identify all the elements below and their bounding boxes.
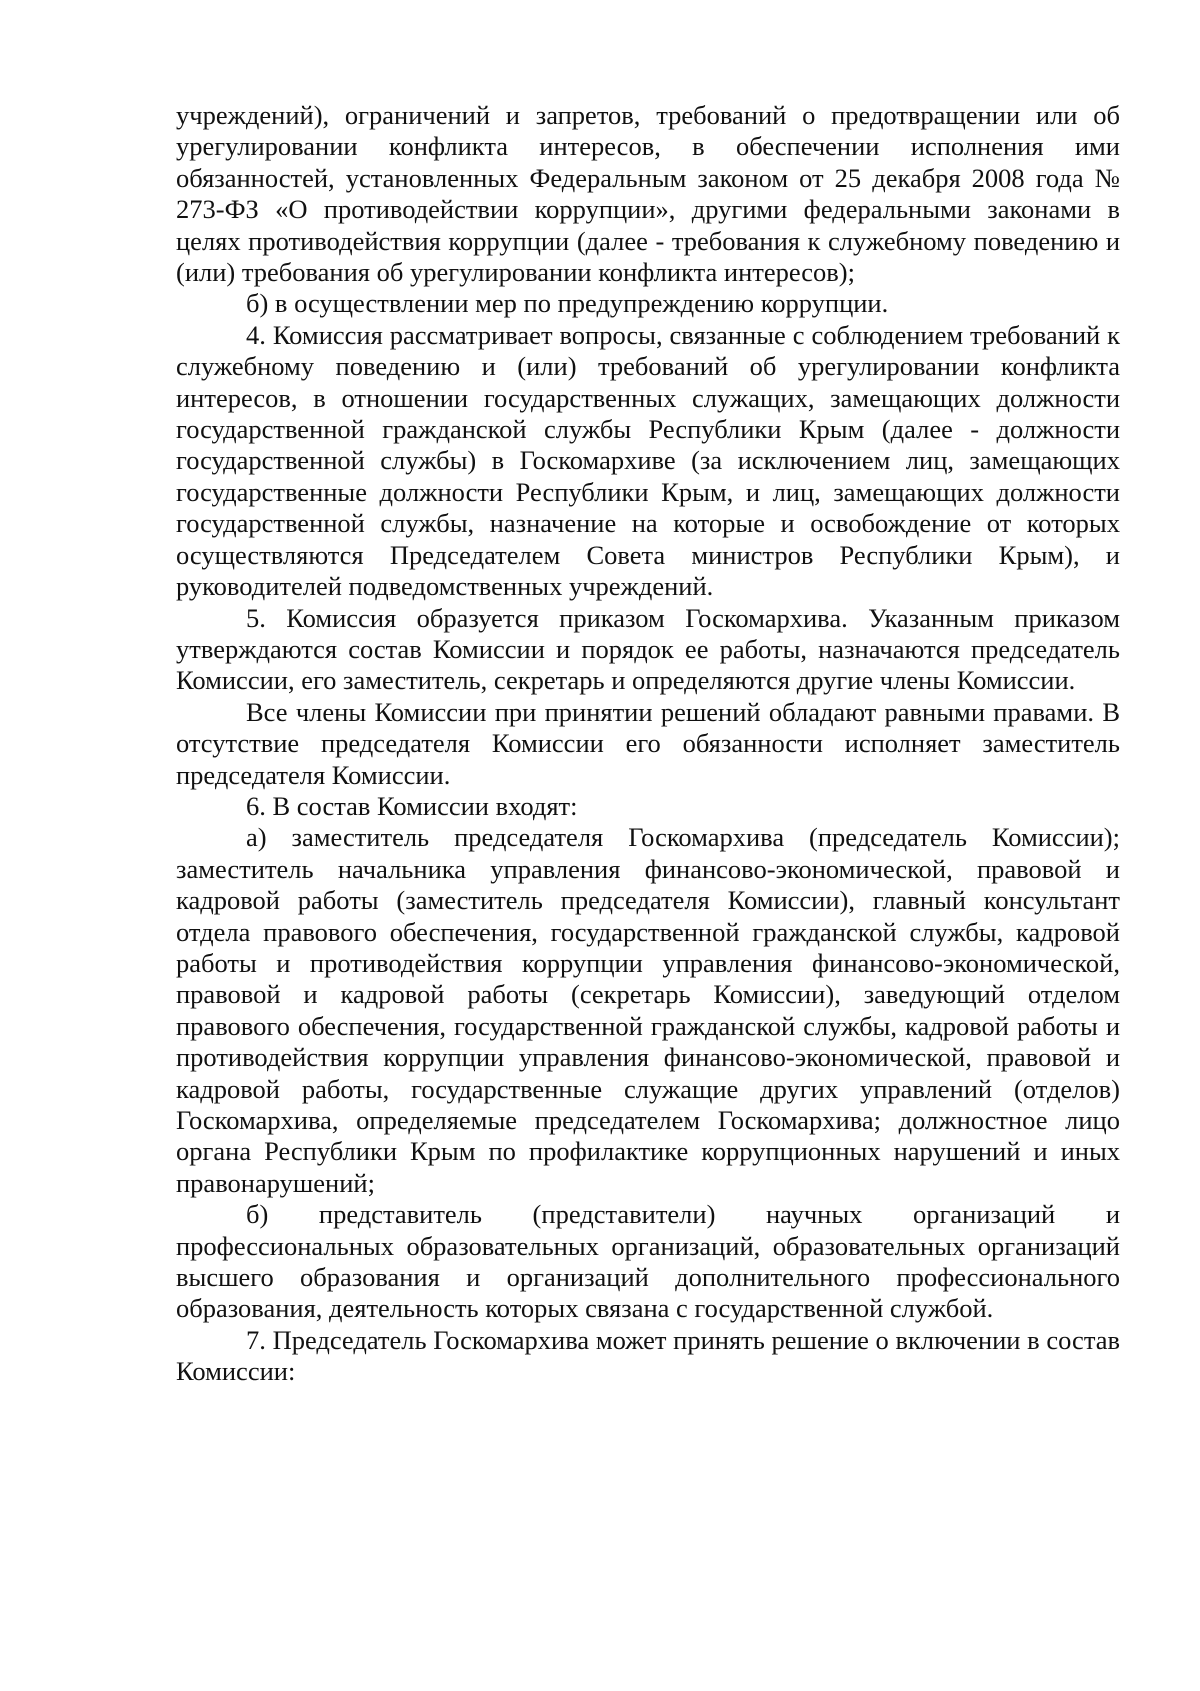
paragraph-equal-rights: Все члены Комиссии при принятии решений обладают равными правами. В отсутствие председателя Комиссии его обязанности исполняет заместитель председателя Комиссии. <box>176 696 1120 790</box>
paragraph-5-commission-formation: 5. Комиссия образуется приказом Госкомархива. Указанным приказом утверждаются состав Комиссии и порядок ее работы, назначаются председатель Комиссии, его заместитель, секретарь и определяются другие члены Комиссии. <box>176 602 1120 696</box>
paragraph-4-commission-scope: 4. Комиссия рассматривает вопросы, связанные с соблюдением требований к служебному поведению и (или) требований об урегулировании конфликта интересов, в отношении государственных служащих, замещающих должности государственной гражданской службы Республики Крым (далее - должности государственной службы) в Госкомархиве (за исключением лиц, замещающих государственные должности Республики Крым, и лиц, замещающих должности государственной службы, назначение на которые и освобождение от которых осуществляются Председателем Совета министров Республики Крым), и руководителей подведомственных учреждений. <box>176 319 1120 602</box>
paragraph-6a-members-list: а) заместитель председателя Госкомархива (председатель Комиссии); заместитель начальника управления финансово-экономической, правовой и кадровой работы (заместитель председателя Комиссии), главный консультант отдела правового обеспечения, государственной гражданской службы, кадровой работы и противодействия коррупции управления финансово-экономической, правовой и кадровой работы (секретарь Комиссии), заведующий отделом правового обеспечения, государственной гражданской службы, кадровой работы и противодействия коррупции управления финансово-экономической, правовой и кадровой работы, государственные служащие других управлений (отделов) Госкомархива, определяемые председателем Госкомархива; должностное лицо органа Республики Крым по профилактике коррупционных нарушений и иных правонарушений; <box>176 822 1120 1198</box>
paragraph-7-inclusion-decision: 7. Председатель Госкомархива может принять решение о включении в состав Комиссии: <box>176 1324 1120 1387</box>
paragraph-6b-representatives: б) представитель (представители) научных организаций и профессиональных образовательных организаций, образовательных организаций высшего образования и организаций дополнительного профессионального образования, деятельность которых связана с государственной службой. <box>176 1199 1120 1324</box>
paragraph-6-commission-members: 6. В состав Комиссии входят: <box>246 790 578 821</box>
document-page <box>176 100 1120 1388</box>
paragraph-continuation: учреждений), ограничений и запретов, требований о предотвращении или об урегулировании конфликта интересов, в обеспечении исполнения ими обязанностей, установленных Федеральным законом от 25 декабря 2008 года № 273-ФЗ «О противодействии коррупции», другими федеральными законами в целях противодействия коррупции (далее - требования к служебному поведению и (или) требования об урегулировании конфликта интересов); <box>176 100 1120 288</box>
paragraph-item-b-corruption-prevention: б) в осуществлении мер по предупреждению коррупции. <box>246 288 889 319</box>
